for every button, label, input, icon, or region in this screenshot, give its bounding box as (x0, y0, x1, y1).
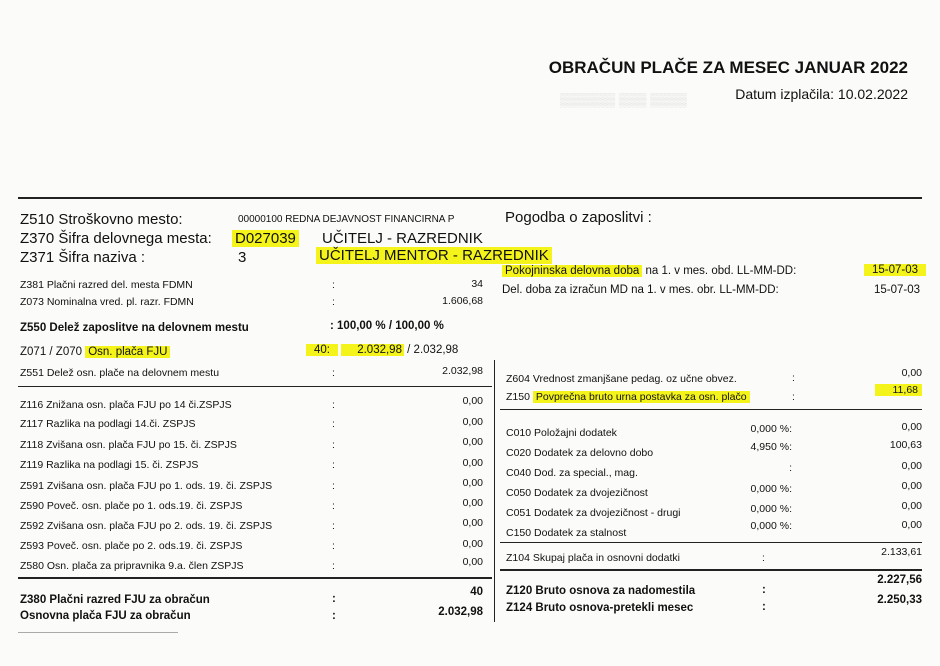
list-item-value: 0,00 (901, 421, 922, 433)
pokojninska-label (502, 265, 796, 277)
z380-label: Z380 Plačni razred FJU za obračun (20, 594, 210, 606)
z071-label-a: Z071 / Z070 (20, 346, 83, 358)
pokojninska-rest: na 1. v mes. obd. LL-MM-DD: (645, 265, 797, 277)
list-item: Z593 Poveč. osn. plače po 2. ods.19. či. ZSPJS (20, 540, 243, 552)
z071-label-hl: Osn. plača FJU (85, 346, 170, 358)
right-top-rule (500, 409, 922, 410)
list-item: C040 Dod. za special., mag. (506, 467, 638, 479)
z381-colon: : (332, 279, 335, 291)
list-item: Z119 Razlika na podlagi 15. či. ZSPJS (20, 459, 199, 471)
z380-colon: : (332, 593, 336, 605)
z120-value: 2.227,56 (877, 574, 922, 586)
list-item: Z118 Zvišana osn. plača FJU po 15. či. ZSPJS (20, 439, 237, 451)
z551-colon: : (332, 367, 335, 379)
center-vrule (494, 360, 495, 622)
top-rule (18, 197, 922, 199)
right-list-rule (500, 542, 922, 543)
list-item: C010 Položajni dodatek (506, 427, 617, 439)
pokojninska-value-text: 15-07-03 (864, 264, 926, 276)
left-bottom-rule (18, 577, 492, 579)
md-value (840, 284, 920, 296)
pokojninska-hl: Pokojninska delovna doba (502, 265, 642, 277)
list-item-value: 0,00 (462, 497, 483, 509)
z380-value: 40 (470, 586, 483, 598)
z071-label (20, 346, 170, 358)
z510-value: 00000100 REDNA DEJAVNOST FINANCIRNA P (238, 214, 455, 225)
list-item-value: 0,00 (462, 416, 483, 428)
list-item: Z592 Zvišana osn. plača FJU po 2. ods. 19. či. ZSPJS (20, 520, 273, 532)
z381-label: Z381 Plačni razred del. mesta FDMN (20, 279, 193, 291)
z550-label: Z550 Delež zaposlitve na delovnem mestu (20, 322, 249, 334)
z604-label: Z604 Vrednost zmanjšane pedag. oz učne obvez. (506, 373, 737, 385)
z370-label: Z370 Šifra delovnega mesta: (20, 230, 212, 247)
z104-colon: : (762, 552, 765, 564)
list-item: C020 Dodatek za delovno dobo (506, 447, 654, 459)
list-item-colon: : (332, 399, 335, 411)
list-item-value: 0,00 (462, 395, 483, 407)
list-item-colon: : (332, 500, 335, 512)
list-item-colon: : (332, 520, 335, 532)
list-item-pct: 0,000 %: (750, 423, 792, 435)
z371-desc (316, 247, 552, 264)
left-mid-rule (18, 386, 492, 387)
z150-label (506, 391, 750, 403)
list-item-value: 0,00 (462, 517, 483, 529)
z073-colon: : (332, 296, 335, 308)
list-item-value: 0,00 (462, 477, 483, 489)
osnovna-placa-label: Osnovna plača FJU za obračun (20, 610, 191, 622)
list-item-pct: 0,000 %: (750, 520, 792, 532)
list-item-value: 0,00 (901, 480, 922, 492)
list-item-colon: : (332, 540, 335, 552)
z120-label: Z120 Bruto osnova za nadomestila (506, 585, 696, 597)
list-item: C150 Dodatek za stalnost (506, 527, 627, 539)
md-label: Del. doba za izračun MD na 1. v mes. obr. LL-MM-DD: (502, 284, 779, 296)
list-item-value: 0,00 (901, 500, 922, 512)
z150-value-text: 11,68 (875, 384, 923, 396)
z104-value: 2.133,61 (881, 546, 922, 558)
z381-value: 34 (471, 278, 483, 290)
bleed-through: ▒▒▒▒▒▒ ▒▒▒ ▒▒▒▒ (560, 92, 687, 107)
z370-code: D027039 (232, 230, 299, 247)
z124-colon: : (762, 601, 766, 613)
z071-pre: 40: (306, 344, 338, 356)
z551-value: 2.032,98 (442, 365, 483, 377)
z550-value: : 100,00 % / 100,00 % (330, 320, 444, 332)
z370-value (232, 230, 299, 247)
z371-desc-text: UČITELJ MENTOR - RAZREDNIK (316, 247, 552, 264)
z071-values (306, 344, 458, 356)
right-bottom-rule (500, 569, 922, 571)
list-item-value: 0,00 (462, 556, 483, 568)
list-item: Z590 Poveč. osn. plače po 1. ods.19. či. ZSPJS (20, 500, 243, 512)
list-item-value: 0,00 (901, 460, 922, 472)
z120-colon: : (762, 584, 766, 596)
list-item-value: 0,00 (901, 519, 922, 531)
z124-value: 2.250,33 (877, 594, 922, 606)
contract-label: Pogodba o zaposlitvi : (505, 209, 652, 226)
list-item-pct: : (789, 462, 792, 474)
z371-label: Z371 Šifra naziva : (20, 249, 146, 266)
list-item-value: 0,00 (462, 457, 483, 469)
z370-desc: UČITELJ - RAZREDNIK (322, 230, 483, 247)
payment-date: Datum izplačila: 10.02.2022 (735, 86, 908, 102)
z604-colon: : (792, 372, 795, 384)
pokojninska-value (864, 264, 926, 276)
list-item-colon: : (332, 459, 335, 471)
list-item-value: 0,00 (462, 436, 483, 448)
z073-label: Z073 Nominalna vred. pl. razr. FDMN (20, 296, 194, 308)
list-item-value: 100,63 (889, 439, 922, 451)
md-value-text: 15-07-03 (873, 284, 920, 296)
list-item-colon: : (332, 439, 335, 451)
list-item-value: 0,00 (462, 538, 483, 550)
z371-value: 3 (238, 249, 247, 266)
z150-colon: : (792, 391, 795, 403)
list-item: Z580 Osn. plača za pripravnika 9.a. člen ZSPJS (20, 560, 244, 572)
z104-label: Z104 Skupaj plača in osnovni dodatki (506, 552, 680, 564)
list-item-pct: 0,000 %: (750, 483, 792, 495)
list-item-colon: : (332, 418, 335, 430)
z150-label-hl: Povprečna bruto urna postavka za osn. plačo (533, 391, 750, 403)
list-item-pct: 4,950 %: (750, 441, 792, 453)
z150-value (875, 384, 923, 396)
page-title: OBRAČUN PLAČE ZA MESEC JANUAR 2022 (548, 58, 908, 77)
list-item: C050 Dodatek za dvojezičnost (506, 487, 648, 499)
z551-label: Z551 Delež osn. plače na delovnem mestu (20, 367, 220, 379)
list-item-colon: : (332, 560, 335, 572)
list-item-colon: : (332, 480, 335, 492)
footer-rule (18, 632, 178, 633)
z510-label: Z510 Stroškovno mesto: (20, 211, 183, 228)
z073-value: 1.606,68 (442, 295, 483, 307)
list-item: C051 Dodatek za dvojezičnost - drugi (506, 507, 681, 519)
osnovna-placa-value: 2.032,98 (438, 606, 483, 618)
z071-value-hl: 2.032,98 (341, 344, 404, 356)
list-item: Z591 Zvišana osn. plača FJU po 1. ods. 19. či. ZSPJS (20, 480, 273, 492)
list-item: Z116 Znižana osn. plača FJU po 14 či.ZSPJS (20, 399, 232, 411)
z604-value: 0,00 (901, 367, 922, 379)
z150-label-a: Z150 (506, 391, 530, 403)
z124-label: Z124 Bruto osnova-pretekli mesec (506, 602, 694, 614)
z071-value-b: / 2.032,98 (407, 344, 459, 356)
osnovna-placa-colon: : (332, 610, 336, 622)
list-item: Z117 Razlika na podlagi 14.či. ZSPJS (20, 418, 196, 430)
list-item-pct: 0,000 %: (750, 503, 792, 515)
